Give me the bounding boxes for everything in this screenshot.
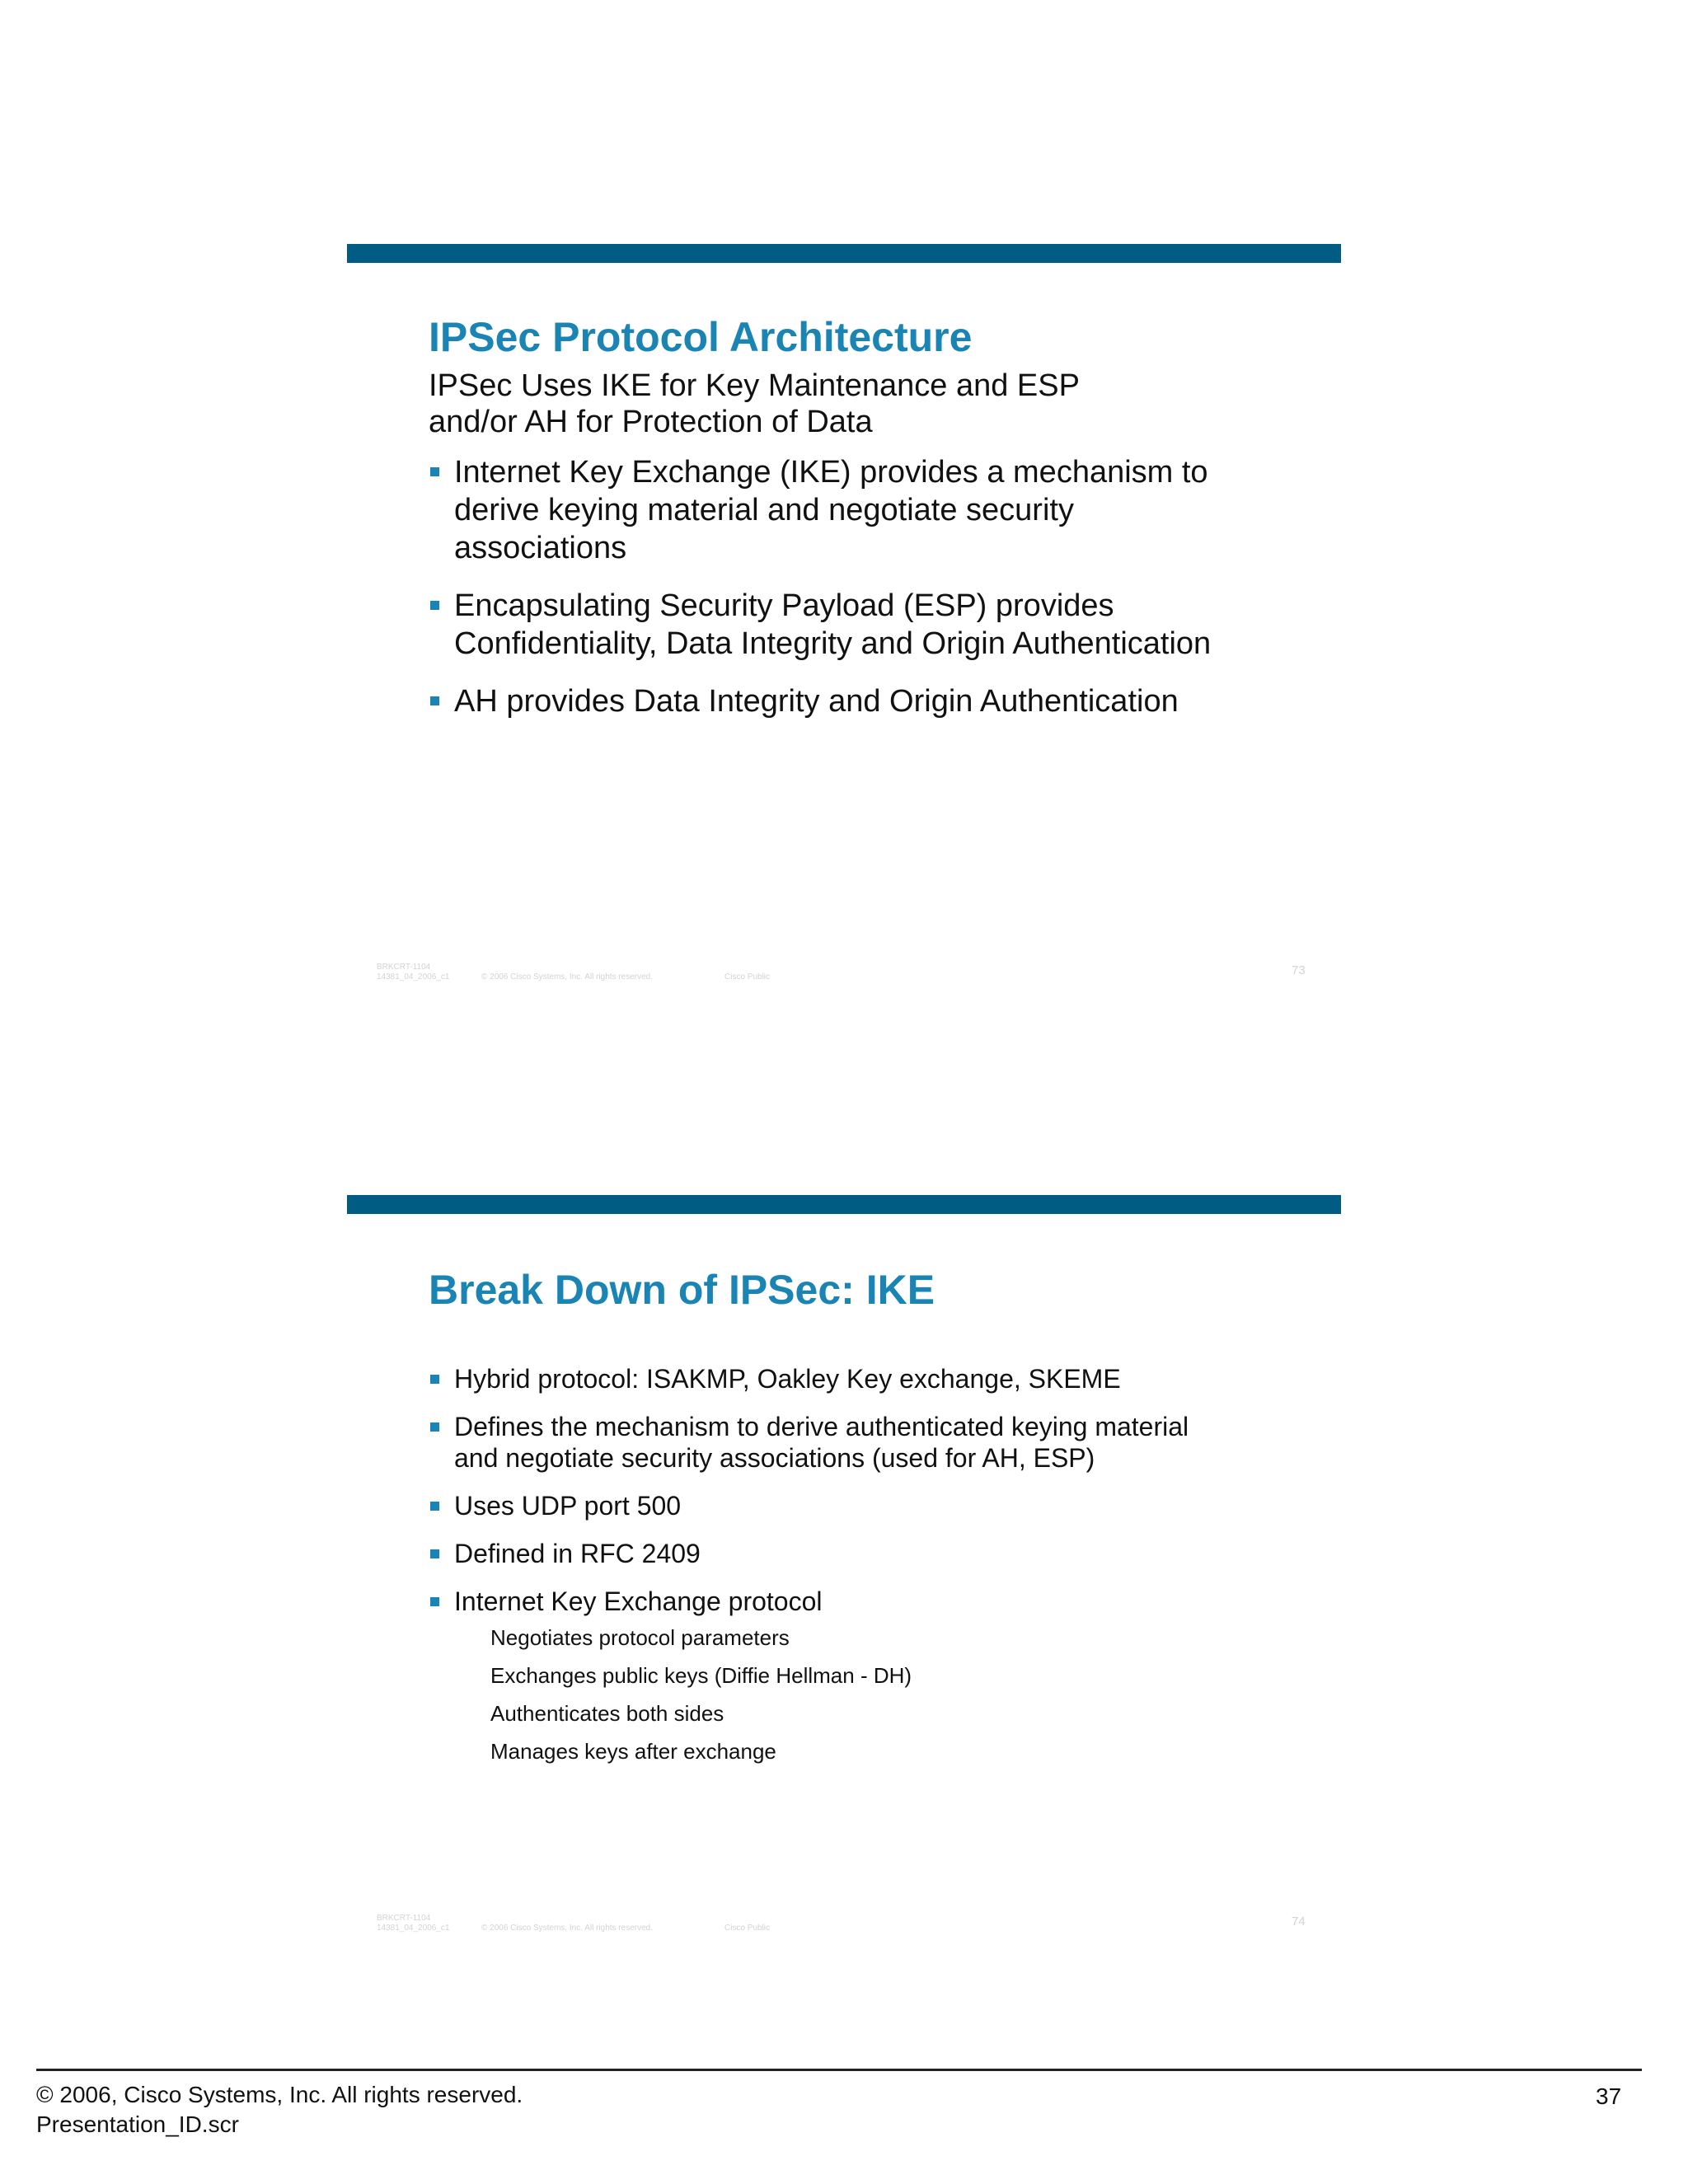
- bullet-square-icon: [430, 1549, 439, 1558]
- slide-footer: [377, 1914, 1316, 1947]
- bullet-square-icon: [430, 696, 439, 705]
- bullet-text-line: derive keying material and negotiate security: [454, 493, 1074, 527]
- bullet-text-line: Defined in RFC 2409: [454, 1539, 701, 1568]
- slide-footer-copyright: © 2006 Cisco Systems, Inc. All rights reserved.: [481, 972, 654, 982]
- sub-bullet-item: Manages keys after exchange: [490, 1739, 776, 1764]
- bullet-text-line: Internet Key Exchange (IKE) provides a mechanism to: [454, 455, 1208, 490]
- slide-footer-code: [377, 963, 449, 982]
- bullet-text-line: associations: [454, 531, 627, 565]
- bullet-square-icon: [430, 1597, 439, 1606]
- slide-73: [347, 244, 1341, 986]
- bullet-square-icon: [430, 1502, 439, 1511]
- bullet-item: [429, 682, 1211, 720]
- slide-footer-classification: Cisco Public: [724, 972, 771, 982]
- bullet-text-line: Uses UDP port 500: [454, 1491, 682, 1521]
- bullet-square-icon: [430, 601, 439, 610]
- bullet-item: [429, 453, 1211, 567]
- slide-number: 73: [1292, 963, 1306, 977]
- slide-title: IPSec Protocol Architecture: [429, 314, 973, 360]
- page-footer: [36, 2080, 523, 2139]
- slide-top-bar: [347, 1195, 1341, 1214]
- bullet-text-line: Confidentiality, Data Integrity and Origin Authentication: [454, 626, 1212, 661]
- bullet-text-line: and negotiate security associations (used for AH, ESP): [454, 1443, 1095, 1473]
- subtitle-line: and/or AH for Protection of Data: [429, 405, 873, 439]
- bullet-item: [429, 1411, 1189, 1474]
- page-number: 37: [1596, 2083, 1622, 2109]
- slide-top-bar: [347, 244, 1341, 263]
- slide-footer-copyright: © 2006 Cisco Systems, Inc. All rights reserved.: [481, 1924, 654, 1933]
- bullet-item: [429, 1363, 1189, 1394]
- page-footer-copyright: © 2006, Cisco Systems, Inc. All rights reserved.: [36, 2082, 523, 2107]
- slide-footer: [377, 963, 1316, 996]
- slide-code-line: BRKCRT-1104: [377, 963, 431, 972]
- subtitle-line: IPSec Uses IKE for Key Maintenance and ESP: [429, 368, 1080, 403]
- sub-bullet-item: Negotiates protocol parameters: [490, 1625, 790, 1650]
- bullet-item: [429, 587, 1211, 663]
- bullet-text-line: Defines the mechanism to derive authenticated keying material: [454, 1412, 1189, 1441]
- slide-title: Break Down of IPSec: IKE: [429, 1267, 935, 1313]
- sub-bullet-list: [490, 1625, 912, 1777]
- slide-subtitle: [429, 368, 1080, 440]
- bullet-item: [429, 1586, 1189, 1617]
- bullet-list: [429, 1363, 1189, 1633]
- slide-code-line: 14381_04_2006_c1: [377, 1924, 450, 1933]
- slide-74: [347, 1195, 1341, 1937]
- sub-bullet-item: Exchanges public keys (Diffie Hellman - DH): [490, 1663, 912, 1688]
- bullet-square-icon: [430, 467, 439, 476]
- bullet-item: [429, 1490, 1189, 1521]
- bullet-square-icon: [430, 1422, 439, 1432]
- bullet-list: [429, 453, 1211, 740]
- bullet-text-line: Hybrid protocol: ISAKMP, Oakley Key exchange, SKEME: [454, 1364, 1121, 1394]
- sub-bullet-item: Authenticates both sides: [490, 1701, 724, 1726]
- page-footer-rule: [36, 2069, 1642, 2071]
- slide-code-line: BRKCRT-1104: [377, 1914, 431, 1923]
- slide-footer-code: [377, 1914, 449, 1933]
- page-footer-file: Presentation_ID.scr: [36, 2111, 239, 2137]
- bullet-square-icon: [430, 1375, 439, 1384]
- bullet-text-line: Encapsulating Security Payload (ESP) provides: [454, 588, 1114, 623]
- bullet-item: [429, 1538, 1189, 1569]
- slide-number: 74: [1292, 1915, 1306, 1929]
- bullet-text-line: Internet Key Exchange protocol: [454, 1586, 823, 1616]
- slide-footer-classification: Cisco Public: [724, 1924, 771, 1933]
- slide-code-line: 14381_04_2006_c1: [377, 972, 450, 982]
- bullet-text-line: AH provides Data Integrity and Origin Authentication: [454, 684, 1179, 719]
